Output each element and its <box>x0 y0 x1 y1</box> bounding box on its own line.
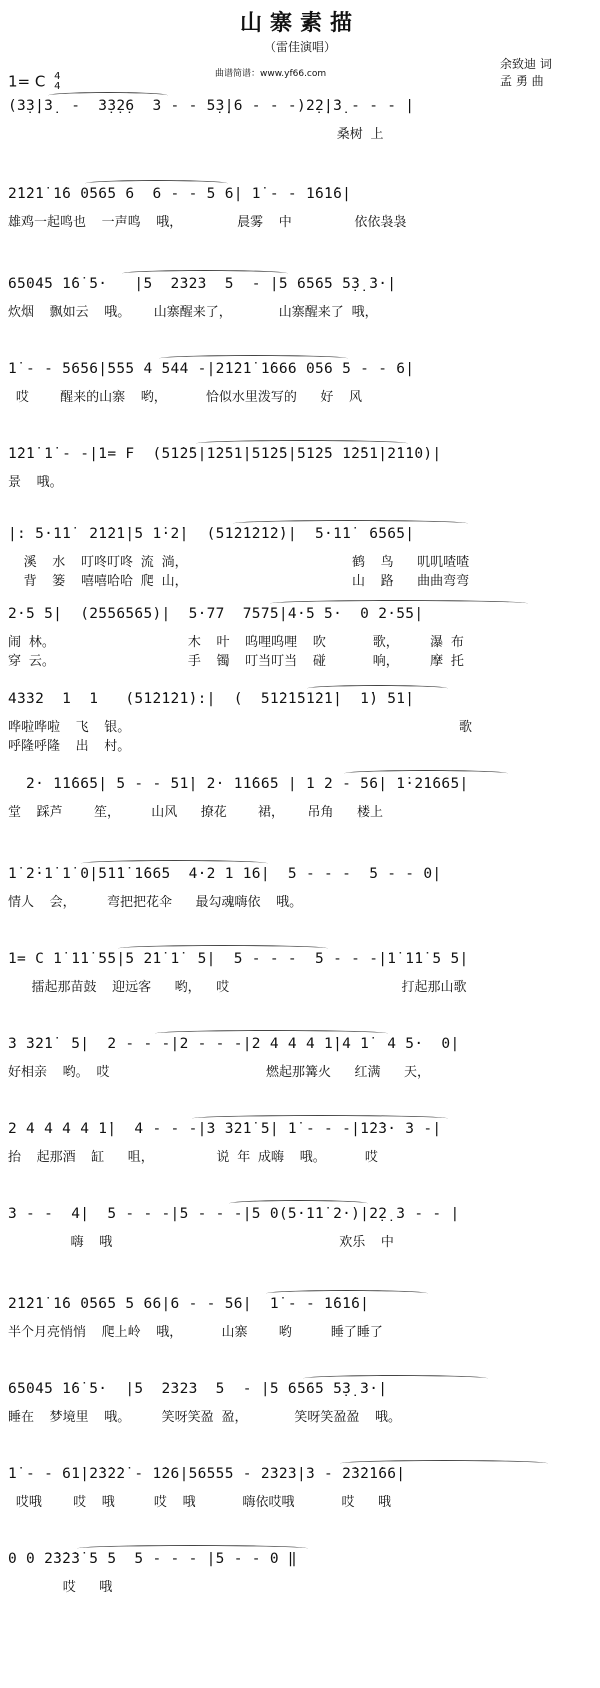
score-system <box>8 92 592 178</box>
notation-line: 1̇2̇1̇ 1̇ - -|1= F (51̇2̇5|1̇2̇51̇|51̇2̇5|51̇2̇5 1̇2̇51̇|2̇1̇1̇0)| <box>8 446 442 462</box>
lyric-line: 穿 云。 手 镯 叮当叮当 碰 响， 摩 托 <box>8 654 464 669</box>
lyric-line: 雄鸡一起鸣也 一声鸣 哦， 晨雾 中 依依袅袅 <box>8 215 407 230</box>
lyric-line: 嗨 哦 欢乐 中 <box>8 1235 394 1250</box>
time-signature <box>54 72 60 92</box>
notation-line: 1̇ 2̇·1̇ 1̇ 0|51̇1̇ 1̇665 4·2 1 16| 5 - - - 5 - - 0| <box>8 866 442 882</box>
lyric-line: 情人 会， 弯把把花伞 最勾魂嗨依 哦。 <box>8 895 303 910</box>
score-system <box>8 860 592 946</box>
lyric-line: 哎哦 哎 哦 哎 哦 嗨依哎哦 哎 哦 <box>8 1495 391 1510</box>
lyric-line: 半个月亮悄悄 爬上岭 哦， 山寨 哟 睡了睡了 <box>8 1325 383 1340</box>
score-system <box>8 1460 592 1546</box>
lyricist-credit: 余致迪 词 <box>500 57 552 71</box>
score-system <box>8 770 592 856</box>
notation-line: (3̣3̣|3̣ - 3̣3̣2̣6 3 - - 5̣3̣|6 - - -)2̣2̣|3̣ - - - | <box>8 98 415 114</box>
notation-line: 4332 1 1 (51̇2̇1̇2̇1̇):| ( 51̇2̇1̇51̇2̇1̇| 1̇) 51̇| <box>8 691 415 707</box>
lyric-line: 桑树 上 <box>8 127 384 142</box>
score-system <box>8 1545 592 1631</box>
score-system <box>8 685 592 771</box>
notation-line: 2·5 5| (2556565)| 5·77 7575|4·5 5· 0 2·55| <box>8 606 424 622</box>
lyric-line: 睡在 梦境里 哦。 笑呀笑盈 盈， 笑呀笑盈盈 哦。 <box>8 1410 402 1425</box>
composer-credit: 孟 勇 曲 <box>500 74 544 88</box>
notation-line: 2 4 4 4 4 1̇| 4 - - -|3 32̇1̇ 5| 1̇ - - -|1̇2̇3· 3 -| <box>8 1121 442 1137</box>
lyric-line: 好相亲 哟。 哎 燃起那篝火 红满 天， <box>8 1065 430 1080</box>
lyric-line: 溪 水 叮咚叮咚 流 淌， 鹤 鸟 叽叽喳喳 <box>8 555 470 570</box>
lyric-line: 景 哦。 <box>8 475 63 490</box>
time-top: 4 <box>54 71 61 82</box>
score-system <box>8 355 592 441</box>
notation-line: 2̇1̇2̇1̇ 1̇6 0565 5 66|6 - - 56| 1̇ - - 1̇6̇1̇6| <box>8 1296 370 1312</box>
time-bottom: 4 <box>54 81 61 92</box>
notation-line: 2· 1̇1̇665| 5 - - 51̇| 2· 1̇1̇665 | 1 2 - 56| 1̇·2̇1̇665| <box>8 776 469 792</box>
notation-line: |: 5·1̇1̇ 2̇1̇2̇1̇|5 1̇·2̇| (51̇2̇1̇2̇1̇2̇)| 5·1̇1̇ 6565| <box>8 526 415 542</box>
key-signature <box>8 72 61 92</box>
lyric-line: 哎 醒来的山寨 哟， 恰似水里泼写的 好 风 <box>8 390 363 405</box>
singer-note: （雷佳演唱） <box>263 40 336 54</box>
score-header <box>0 0 600 95</box>
score-system <box>8 1290 592 1376</box>
score-system <box>8 520 592 606</box>
lyric-line: 哎 哦 <box>8 1580 113 1595</box>
score-system <box>8 1030 592 1116</box>
score-system <box>8 440 592 526</box>
song-title: 山寨素描 <box>239 11 360 36</box>
lyric-line: 炊烟 飘如云 哦。 山寨醒来了， 山寨醒来了 哦， <box>8 305 378 320</box>
source-credit: 曲谱简谱：www.yf66.com <box>215 69 327 79</box>
notation-line: 3 32̇1̇ 5| 2 - - -|2 - - -|2 4 4 4 1̇|4 1̇ 4 5· 0| <box>8 1036 460 1052</box>
score-system <box>8 945 592 1031</box>
lyric-line: 哗啦哗啦 飞 银。 歌 <box>8 720 473 735</box>
lyric-line: 抬 起那酒 缸 咀， 说 年 成嗨 哦。 哎 <box>8 1150 378 1165</box>
lyric-line: 背 篓 嘻嘻哈哈 爬 山， 山 路 曲曲弯弯 <box>8 574 470 589</box>
lyric-line: 闹 林。 木 叶 呜哩呜哩 吹 歌， 瀑 布 <box>8 635 464 650</box>
lyric-line: 呼隆呼隆 出 村。 <box>8 739 131 754</box>
notation-line: 65045 1̇6̇ 5· |5 2323 5 - |5 6565 5̣3̣ 3·| <box>8 276 397 292</box>
lyric-line: 擂起那苗鼓 迎远客 哟， 哎 打起那山歌 <box>8 980 467 995</box>
notation-line: 1̇ - - 61̇|2̇3̇2̇2̇ - 1̇26|56555 - 2323|3 - 2̇3̇2̇1̇66| <box>8 1466 406 1482</box>
notation-line: 0 0 2̇3̇2̇3̇ 5 5 5 - - - |5 - - 0 ‖ <box>8 1551 297 1567</box>
notation-line: 65045 1̇6̇ 5· |5 2323 5 - |5 6565 5̣3̣ 3·| <box>8 1381 388 1397</box>
score-system <box>8 1375 592 1461</box>
score-system <box>8 1200 592 1286</box>
lyric-line: 堂 踩芦 笙， 山风 撩花 裙， 吊角 楼上 <box>8 805 384 820</box>
notation-line: 1= C 1̇ 1̇1̇ 55|5 2̇1̇ 1̇ 5| 5 - - - 5 - - -|1̇ 1̇1̇ 5 5| <box>8 951 469 967</box>
score-system <box>8 1115 592 1201</box>
notation-line: 2̇1̇2̇1̇ 1̇6 0565 6 6 - - 5 6| 1̇ - - 1̇6̇1̇6| <box>8 186 352 202</box>
notation-line: 3 - - 4| 5 - - -|5 - - -|5 0(5·1̇1̇ 2·)|2̣2̣ 3 - - | <box>8 1206 460 1222</box>
score-system <box>8 180 592 266</box>
notation-line: 1̇ - - 5656|555 4 544 -|2̇1̇2̇1̇ 1̇666 056 5 - - 6| <box>8 361 415 377</box>
key-label: 1= C <box>8 72 46 91</box>
score-system <box>8 600 592 686</box>
score-system <box>8 270 592 356</box>
